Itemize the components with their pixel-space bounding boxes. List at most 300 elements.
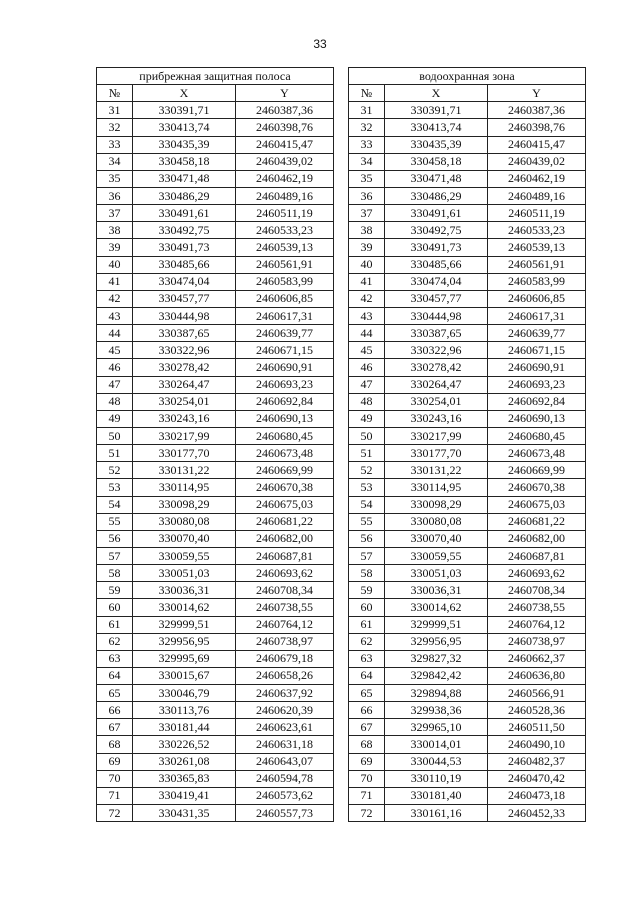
left-cell-number: 59: [97, 582, 133, 599]
left-cell-y: 2460387,36: [236, 102, 334, 119]
left-cell-x: 330435,39: [133, 136, 236, 153]
table-gap: [334, 650, 349, 667]
left-cell-number: 48: [97, 393, 133, 410]
right-cell-y: 2460738,55: [488, 599, 586, 616]
right-cell-number: 69: [349, 753, 385, 770]
table-gap: [334, 239, 349, 256]
table-row: [97, 599, 586, 616]
left-cell-y: 2460573,62: [236, 787, 334, 804]
left-cell-x: 330059,55: [133, 547, 236, 564]
left-cell-x: 330113,76: [133, 702, 236, 719]
right-cell-x: 330243,16: [385, 410, 488, 427]
right-cell-number: 48: [349, 393, 385, 410]
right-cell-number: 49: [349, 410, 385, 427]
right-cell-number: 43: [349, 307, 385, 324]
left-cell-y: 2460643,07: [236, 753, 334, 770]
right-cell-number: 68: [349, 736, 385, 753]
left-cell-y: 2460658,26: [236, 667, 334, 684]
right-cell-y: 2460583,99: [488, 273, 586, 290]
left-cell-x: 330131,22: [133, 462, 236, 479]
right-cell-y: 2460636,80: [488, 667, 586, 684]
right-cell-y: 2460673,48: [488, 445, 586, 462]
left-cell-x: 330098,29: [133, 496, 236, 513]
right-cell-y: 2460708,34: [488, 582, 586, 599]
right-cell-y: 2460566,91: [488, 685, 586, 702]
left-cell-x: 330080,08: [133, 513, 236, 530]
table-gap: [334, 273, 349, 290]
right-cell-number: 44: [349, 325, 385, 342]
left-cell-number: 56: [97, 530, 133, 547]
left-cell-y: 2460670,38: [236, 479, 334, 496]
right-cell-y: 2460473,18: [488, 787, 586, 804]
left-cell-x: 330036,31: [133, 582, 236, 599]
right-cell-y: 2460511,19: [488, 205, 586, 222]
right-cell-number: 60: [349, 599, 385, 616]
left-cell-y: 2460533,23: [236, 222, 334, 239]
right-cell-number: 35: [349, 170, 385, 187]
left-cell-y: 2460669,99: [236, 462, 334, 479]
left-cell-x: 330070,40: [133, 530, 236, 547]
right-cell-y: 2460669,99: [488, 462, 586, 479]
left-cell-number: 68: [97, 736, 133, 753]
right-cell-x: 330413,74: [385, 119, 488, 136]
table-row: [97, 342, 586, 359]
right-cell-number: 34: [349, 153, 385, 170]
right-cell-x: 330486,29: [385, 187, 488, 204]
right-cell-y: 2460670,38: [488, 479, 586, 496]
table-row: [97, 582, 586, 599]
right-cell-x: 330131,22: [385, 462, 488, 479]
left-cell-number: 42: [97, 290, 133, 307]
right-header-number: №: [349, 85, 385, 102]
coordinates-table: [96, 67, 586, 822]
right-cell-y: 2460539,13: [488, 239, 586, 256]
left-cell-y: 2460631,18: [236, 736, 334, 753]
left-cell-number: 47: [97, 376, 133, 393]
table-row: [97, 547, 586, 564]
left-cell-x: 330015,67: [133, 667, 236, 684]
right-cell-x: 330044,53: [385, 753, 488, 770]
left-cell-x: 330254,01: [133, 393, 236, 410]
table-row: [97, 513, 586, 530]
right-table-title: водоохранная зона: [349, 68, 586, 85]
table-row: [97, 273, 586, 290]
left-cell-y: 2460708,34: [236, 582, 334, 599]
right-cell-number: 32: [349, 119, 385, 136]
left-cell-number: 33: [97, 136, 133, 153]
table-row: [97, 170, 586, 187]
left-cell-number: 63: [97, 650, 133, 667]
left-cell-x: 330051,03: [133, 565, 236, 582]
left-cell-number: 32: [97, 119, 133, 136]
right-cell-x: 330161,16: [385, 805, 488, 822]
right-cell-x: 330387,65: [385, 325, 488, 342]
right-cell-number: 52: [349, 462, 385, 479]
left-cell-y: 2460415,47: [236, 136, 334, 153]
right-cell-number: 72: [349, 805, 385, 822]
right-cell-number: 46: [349, 359, 385, 376]
table-gap: [334, 187, 349, 204]
table-row: [97, 222, 586, 239]
right-cell-number: 40: [349, 256, 385, 273]
right-cell-x: 330458,18: [385, 153, 488, 170]
left-cell-number: 54: [97, 496, 133, 513]
right-cell-x: 330070,40: [385, 530, 488, 547]
right-cell-y: 2460470,42: [488, 770, 586, 787]
right-cell-number: 33: [349, 136, 385, 153]
right-cell-y: 2460690,91: [488, 359, 586, 376]
table-gap: [334, 376, 349, 393]
left-cell-x: 330444,98: [133, 307, 236, 324]
left-cell-number: 51: [97, 445, 133, 462]
right-cell-x: 330264,47: [385, 376, 488, 393]
table-row: [97, 239, 586, 256]
table-gap: [334, 427, 349, 444]
right-cell-number: 37: [349, 205, 385, 222]
right-cell-number: 62: [349, 633, 385, 650]
table-row: [97, 685, 586, 702]
left-cell-number: 60: [97, 599, 133, 616]
left-cell-number: 57: [97, 547, 133, 564]
table-row: [97, 290, 586, 307]
table-row: [97, 359, 586, 376]
right-cell-x: 330485,66: [385, 256, 488, 273]
left-cell-y: 2460557,73: [236, 805, 334, 822]
right-cell-number: 50: [349, 427, 385, 444]
right-cell-y: 2460452,33: [488, 805, 586, 822]
right-cell-y: 2460764,12: [488, 616, 586, 633]
left-cell-number: 49: [97, 410, 133, 427]
right-cell-number: 36: [349, 187, 385, 204]
right-cell-y: 2460639,77: [488, 325, 586, 342]
table-gap: [334, 702, 349, 719]
right-cell-number: 64: [349, 667, 385, 684]
right-cell-x: 329999,51: [385, 616, 488, 633]
right-cell-x: 330254,01: [385, 393, 488, 410]
table-gap: [334, 359, 349, 376]
table-gap: [334, 462, 349, 479]
right-cell-y: 2460671,15: [488, 342, 586, 359]
table-row: [97, 719, 586, 736]
left-cell-x: 330431,35: [133, 805, 236, 822]
left-cell-number: 53: [97, 479, 133, 496]
table-gap: [334, 582, 349, 599]
table-row: [97, 393, 586, 410]
right-cell-number: 42: [349, 290, 385, 307]
left-cell-x: 330419,41: [133, 787, 236, 804]
right-cell-x: 330014,62: [385, 599, 488, 616]
right-cell-x: 330471,48: [385, 170, 488, 187]
right-cell-x: 330491,73: [385, 239, 488, 256]
left-cell-x: 330261,08: [133, 753, 236, 770]
left-cell-x: 330491,61: [133, 205, 236, 222]
left-cell-y: 2460617,31: [236, 307, 334, 324]
table-gap: [334, 170, 349, 187]
left-cell-x: 330471,48: [133, 170, 236, 187]
table-gap: [334, 753, 349, 770]
left-cell-number: 52: [97, 462, 133, 479]
left-cell-x: 330485,66: [133, 256, 236, 273]
left-cell-y: 2460594,78: [236, 770, 334, 787]
left-cell-y: 2460489,16: [236, 187, 334, 204]
table-row: [97, 479, 586, 496]
left-cell-y: 2460398,76: [236, 119, 334, 136]
left-cell-number: 55: [97, 513, 133, 530]
right-cell-number: 55: [349, 513, 385, 530]
right-header-y: Y: [488, 85, 586, 102]
left-cell-y: 2460539,13: [236, 239, 334, 256]
right-cell-x: 329894,88: [385, 685, 488, 702]
right-cell-y: 2460462,19: [488, 170, 586, 187]
right-cell-x: 330492,75: [385, 222, 488, 239]
left-cell-number: 37: [97, 205, 133, 222]
left-cell-y: 2460583,99: [236, 273, 334, 290]
left-header-y: Y: [236, 85, 334, 102]
left-cell-x: 330177,70: [133, 445, 236, 462]
left-cell-y: 2460462,19: [236, 170, 334, 187]
table-gap: [334, 136, 349, 153]
right-cell-x: 329827,32: [385, 650, 488, 667]
right-cell-x: 330059,55: [385, 547, 488, 564]
left-cell-y: 2460606,85: [236, 290, 334, 307]
right-cell-number: 61: [349, 616, 385, 633]
table-row: [97, 650, 586, 667]
table-gap: [334, 119, 349, 136]
right-cell-x: 329965,10: [385, 719, 488, 736]
left-cell-number: 45: [97, 342, 133, 359]
left-cell-x: 330264,47: [133, 376, 236, 393]
left-cell-x: 330278,42: [133, 359, 236, 376]
table-gap: [334, 410, 349, 427]
left-cell-y: 2460679,18: [236, 650, 334, 667]
table-row: [97, 153, 586, 170]
left-cell-y: 2460675,03: [236, 496, 334, 513]
table-gap: [334, 342, 349, 359]
left-cell-y: 2460439,02: [236, 153, 334, 170]
left-cell-y: 2460639,77: [236, 325, 334, 342]
table-row: [97, 530, 586, 547]
left-cell-number: 66: [97, 702, 133, 719]
table-gap: [334, 513, 349, 530]
table-row: [97, 616, 586, 633]
right-cell-x: 330444,98: [385, 307, 488, 324]
left-table-title: прибрежная защитная полоса: [97, 68, 334, 85]
right-cell-number: 59: [349, 582, 385, 599]
left-cell-number: 64: [97, 667, 133, 684]
table-gap: [334, 68, 349, 85]
table-gap: [334, 685, 349, 702]
table-row: [97, 187, 586, 204]
left-cell-number: 36: [97, 187, 133, 204]
left-cell-x: 330046,79: [133, 685, 236, 702]
left-cell-x: 330457,77: [133, 290, 236, 307]
left-cell-number: 71: [97, 787, 133, 804]
right-cell-number: 58: [349, 565, 385, 582]
table-gap: [334, 633, 349, 650]
right-cell-number: 65: [349, 685, 385, 702]
left-cell-x: 330322,96: [133, 342, 236, 359]
left-cell-y: 2460681,22: [236, 513, 334, 530]
right-cell-x: 330181,40: [385, 787, 488, 804]
page-number: 33: [313, 37, 327, 51]
left-cell-x: 330413,74: [133, 119, 236, 136]
table-gap: [334, 805, 349, 822]
table-row: [97, 445, 586, 462]
right-cell-x: 330051,03: [385, 565, 488, 582]
left-cell-y: 2460690,13: [236, 410, 334, 427]
left-cell-y: 2460673,48: [236, 445, 334, 462]
left-cell-x: 330387,65: [133, 325, 236, 342]
table-gap: [334, 445, 349, 462]
table-row: [97, 307, 586, 324]
table-gap: [334, 256, 349, 273]
right-cell-y: 2460387,36: [488, 102, 586, 119]
right-cell-x: 330435,39: [385, 136, 488, 153]
left-cell-y: 2460690,91: [236, 359, 334, 376]
table-row: [97, 102, 586, 119]
right-cell-y: 2460439,02: [488, 153, 586, 170]
right-cell-y: 2460687,81: [488, 547, 586, 564]
table-row: [97, 787, 586, 804]
table-row: [97, 256, 586, 273]
left-cell-y: 2460511,19: [236, 205, 334, 222]
right-cell-number: 57: [349, 547, 385, 564]
left-cell-x: 330474,04: [133, 273, 236, 290]
table-gap: [334, 565, 349, 582]
left-cell-x: 330492,75: [133, 222, 236, 239]
left-cell-y: 2460680,45: [236, 427, 334, 444]
table-gap: [334, 530, 349, 547]
right-cell-y: 2460482,37: [488, 753, 586, 770]
table-gap: [334, 222, 349, 239]
right-cell-x: 330110,19: [385, 770, 488, 787]
left-cell-number: 41: [97, 273, 133, 290]
left-cell-number: 50: [97, 427, 133, 444]
right-cell-y: 2460675,03: [488, 496, 586, 513]
table-row: [97, 770, 586, 787]
left-cell-number: 31: [97, 102, 133, 119]
left-cell-y: 2460561,91: [236, 256, 334, 273]
left-cell-x: 330014,62: [133, 599, 236, 616]
table-row: [97, 805, 586, 822]
right-cell-x: 330080,08: [385, 513, 488, 530]
left-cell-number: 72: [97, 805, 133, 822]
table-row: [97, 633, 586, 650]
right-cell-y: 2460738,97: [488, 633, 586, 650]
left-cell-y: 2460623,61: [236, 719, 334, 736]
right-cell-y: 2460511,50: [488, 719, 586, 736]
left-header-x: X: [133, 85, 236, 102]
left-cell-number: 39: [97, 239, 133, 256]
right-cell-number: 47: [349, 376, 385, 393]
left-cell-x: 330458,18: [133, 153, 236, 170]
table-gap: [334, 102, 349, 119]
left-cell-y: 2460693,23: [236, 376, 334, 393]
table-row: [97, 736, 586, 753]
right-cell-y: 2460490,10: [488, 736, 586, 753]
table-gap: [334, 479, 349, 496]
table-row: [97, 462, 586, 479]
right-cell-number: 41: [349, 273, 385, 290]
left-cell-x: 330491,73: [133, 239, 236, 256]
right-cell-number: 45: [349, 342, 385, 359]
left-cell-number: 58: [97, 565, 133, 582]
table-gap: [334, 719, 349, 736]
left-cell-y: 2460738,97: [236, 633, 334, 650]
right-cell-number: 71: [349, 787, 385, 804]
right-cell-x: 330491,61: [385, 205, 488, 222]
left-cell-y: 2460671,15: [236, 342, 334, 359]
right-cell-y: 2460398,76: [488, 119, 586, 136]
table-gap: [334, 667, 349, 684]
right-cell-y: 2460680,45: [488, 427, 586, 444]
right-cell-y: 2460561,91: [488, 256, 586, 273]
table-row: [97, 565, 586, 582]
left-cell-x: 330114,95: [133, 479, 236, 496]
right-cell-y: 2460693,62: [488, 565, 586, 582]
left-cell-x: 330365,83: [133, 770, 236, 787]
left-cell-number: 65: [97, 685, 133, 702]
right-cell-y: 2460415,47: [488, 136, 586, 153]
coordinates-table-body: [97, 68, 586, 822]
right-cell-x: 329842,42: [385, 667, 488, 684]
right-cell-y: 2460693,23: [488, 376, 586, 393]
left-cell-number: 38: [97, 222, 133, 239]
table-gap: [334, 616, 349, 633]
right-cell-x: 330114,95: [385, 479, 488, 496]
right-cell-x: 329956,95: [385, 633, 488, 650]
right-cell-y: 2460681,22: [488, 513, 586, 530]
left-cell-number: 44: [97, 325, 133, 342]
table-row: [97, 667, 586, 684]
table-gap: [334, 496, 349, 513]
right-cell-number: 67: [349, 719, 385, 736]
right-cell-x: 330457,77: [385, 290, 488, 307]
right-cell-number: 70: [349, 770, 385, 787]
left-cell-y: 2460692,84: [236, 393, 334, 410]
left-cell-x: 330217,99: [133, 427, 236, 444]
right-cell-number: 39: [349, 239, 385, 256]
right-cell-number: 38: [349, 222, 385, 239]
left-cell-x: 329995,69: [133, 650, 236, 667]
left-cell-y: 2460687,81: [236, 547, 334, 564]
left-cell-number: 35: [97, 170, 133, 187]
right-cell-number: 53: [349, 479, 385, 496]
right-cell-y: 2460617,31: [488, 307, 586, 324]
right-cell-number: 31: [349, 102, 385, 119]
table-row: [97, 136, 586, 153]
table-row: [97, 119, 586, 136]
right-cell-x: 330177,70: [385, 445, 488, 462]
right-cell-x: 330391,71: [385, 102, 488, 119]
table-gap: [334, 787, 349, 804]
left-cell-number: 40: [97, 256, 133, 273]
right-cell-y: 2460606,85: [488, 290, 586, 307]
left-cell-x: 329999,51: [133, 616, 236, 633]
table-gap: [334, 290, 349, 307]
right-cell-x: 330014,01: [385, 736, 488, 753]
right-cell-x: 330322,96: [385, 342, 488, 359]
right-cell-number: 63: [349, 650, 385, 667]
left-cell-x: 330486,29: [133, 187, 236, 204]
group-header-row: [97, 68, 586, 85]
table-gap: [334, 325, 349, 342]
table-gap: [334, 85, 349, 102]
table-gap: [334, 547, 349, 564]
table-row: [97, 753, 586, 770]
table-row: [97, 205, 586, 222]
left-cell-number: 67: [97, 719, 133, 736]
